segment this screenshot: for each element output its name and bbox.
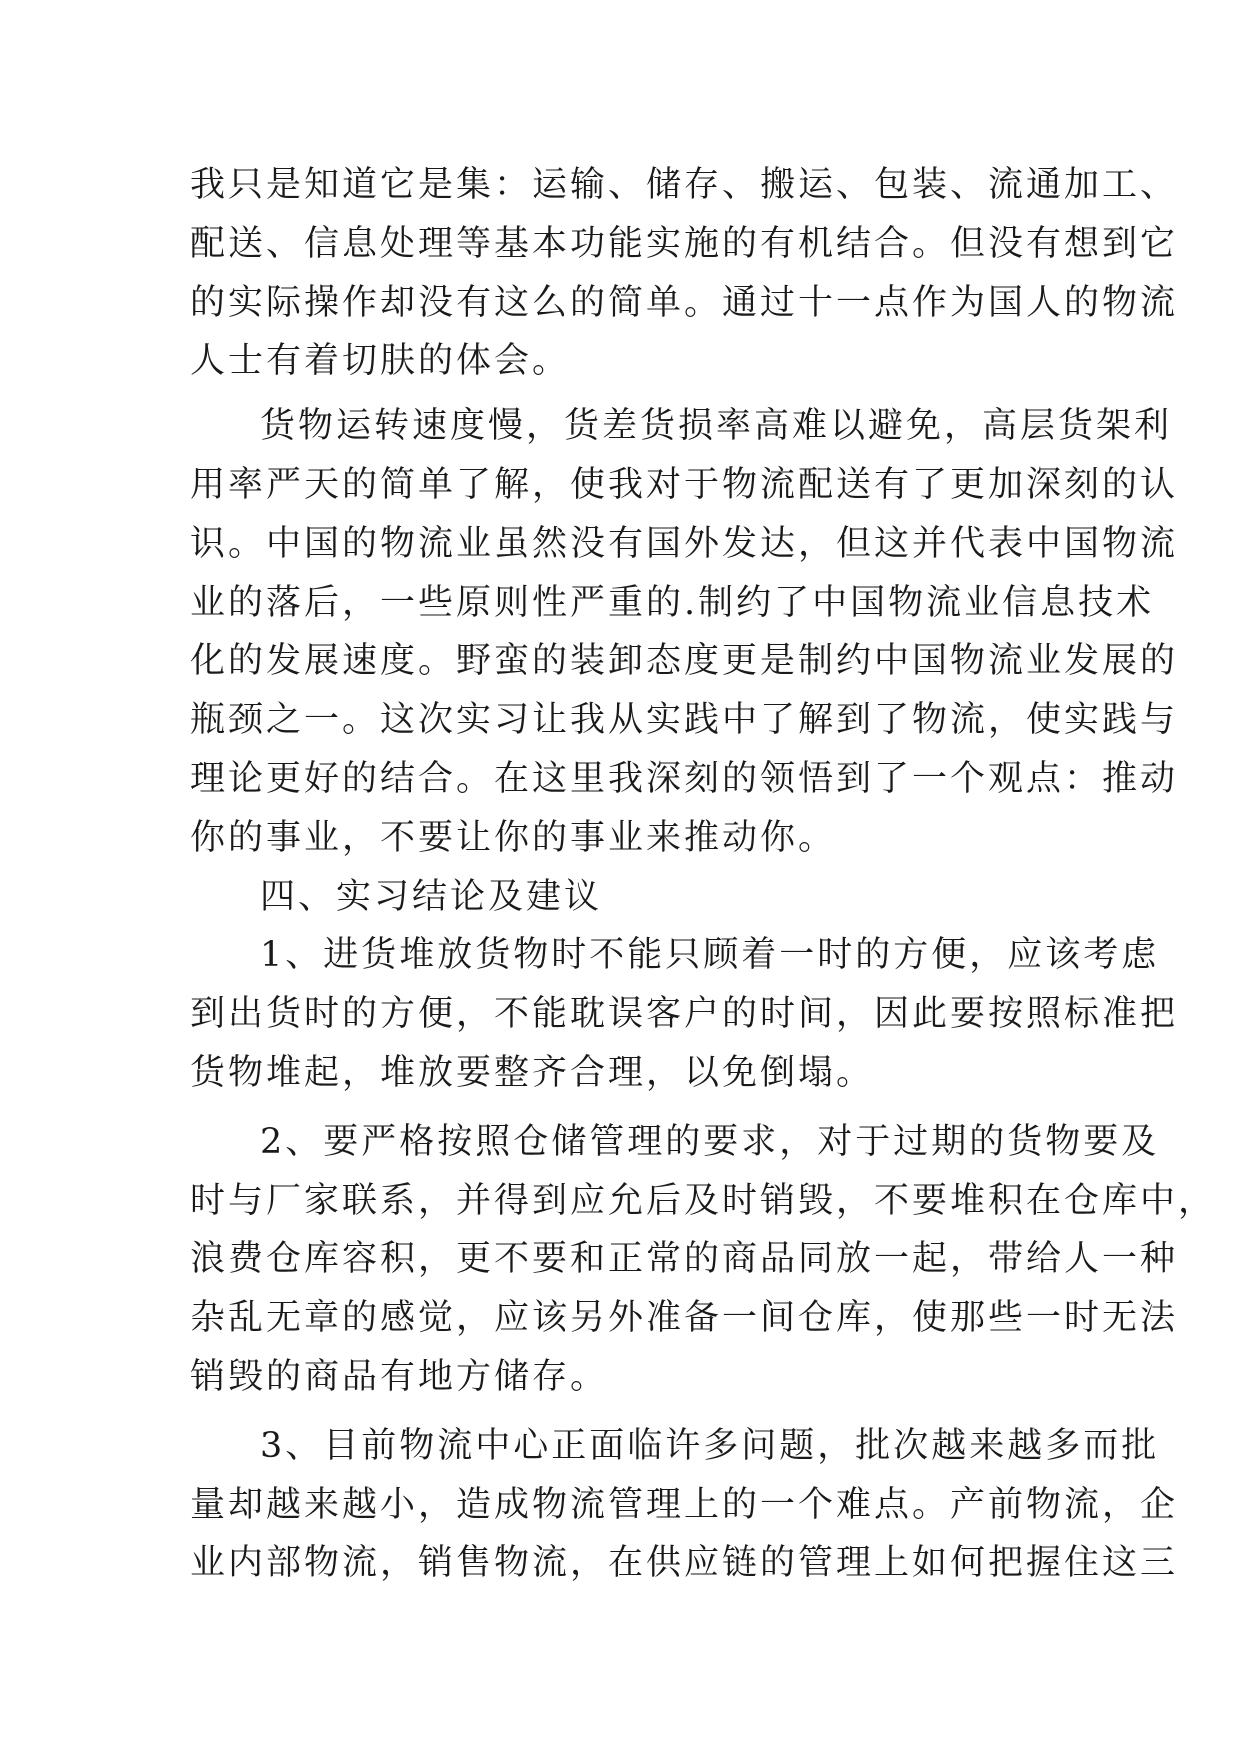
text-line: 1、进货堆放货物时不能只顾着一时的方便，应该考虑 [260,935,1160,976]
text-line: 量却越来越小，造成物流管理上的一个难点。产前物流，企 [190,1484,1179,1525]
text-line: 货物运转速度慢，货差货损率高难以避免，高层货架利 [260,406,1173,447]
text-line: 人士有着切肤的体会。 [190,341,571,382]
text-line: 3、目前物流中心正面临许多问题，批次越来越多而批 [260,1425,1160,1466]
text-line: 业的落后，一些原则性严重的.制约了中国物流业信息技术 [190,582,1155,623]
text-line: 浪费仓库容积，更不要和正常的商品同放一起，带给人一种 [190,1239,1179,1280]
text-line: 配送、信息处理等基本功能实施的有机结合。但没有想到它 [190,223,1179,264]
text-line: 销毁的商品有地方储存。 [190,1356,609,1397]
heading-text: 四、实习结论及建议 [260,876,603,917]
text-line: 瓶颈之一。这次实习让我从实践中了解到了物流，使实践与 [190,700,1179,741]
document-body [190,156,1217,1593]
paragraph [190,397,1179,867]
text-line: 业内部物流，销售物流，在供应链的管理上如何把握住这三 [190,1543,1179,1584]
text-line: 识。中国的物流业虽然没有国外发达，但这并代表中国物流 [190,523,1179,564]
list-item [190,1417,1179,1593]
text-line: 2、要严格按照仓储管理的要求，对于过期的货物要及 [260,1121,1160,1162]
text-line: 你的事业，不要让你的事业来推动你。 [190,817,837,858]
text-line: 的实际操作却没有这么的简单。通过十一点作为国人的物流 [190,282,1179,323]
text-line: 用率严天的简单了解，使我对于物流配送有了更加深刻的认 [190,464,1179,505]
text-line: 到出货时的方便，不能耽误客户的时间，因此要按照标准把 [190,994,1179,1035]
text-line: 杂乱无章的感觉，应该另外准备一间仓库，使那些一时无法 [190,1298,1179,1339]
text-line: 化的发展速度。野蛮的装卸态度更是制约中国物流业发展的 [190,641,1179,682]
section-heading [190,868,1070,927]
list-item [190,926,1179,1102]
text-line: 货物堆起，堆放要整齐合理，以免倒塌。 [190,1052,875,1093]
paragraph [190,156,1179,391]
text-line: 理论更好的结合。在这里我深刻的领悟到了一个观点：推动 [190,758,1179,799]
text-line: 时与厂家联系，并得到应允后及时销毁，不要堆积在仓库中， [190,1180,1217,1221]
text-line: 我只是知道它是集：运输、储存、搬运、包装、流通加工、 [190,165,1179,205]
list-item [190,1113,1217,1407]
